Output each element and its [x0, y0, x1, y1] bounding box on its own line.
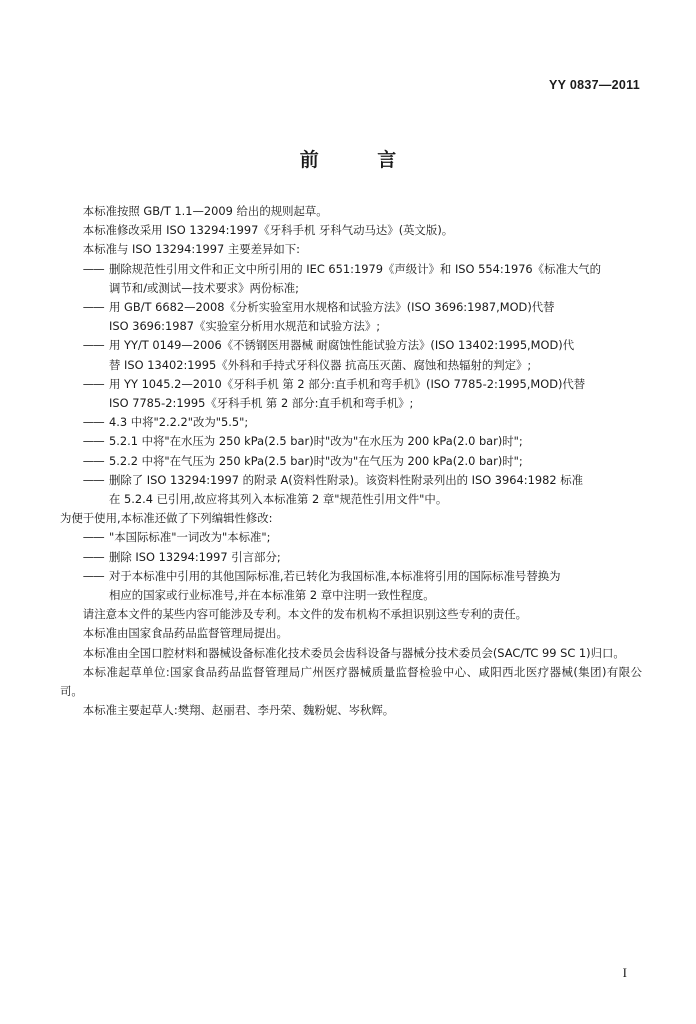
list-dash: —— — [82, 472, 104, 487]
page-title: 前 言 — [299, 149, 423, 171]
document-code: YY 0837—2011 — [549, 78, 640, 92]
paragraph: 请注意本文件的某些内容可能涉及专利。本文件的发布机构不承担识别这些专利的责任。 — [82, 607, 528, 622]
list-item-line: 删除 ISO 13294:1997 引言部分; — [109, 549, 281, 564]
list-dash: —— — [82, 300, 104, 315]
list-item — [60, 298, 642, 336]
list-item-line: ISO 3696:1987《实验室分析用水规范和试验方法》; — [109, 319, 381, 334]
list-item-line: 在 5.2.4 已引用,故应将其列入本标准第 2 章"规范性引用文件"中。 — [109, 492, 448, 507]
list-dash: —— — [82, 376, 104, 391]
list-dash: —— — [82, 261, 104, 276]
list-dash: —— — [82, 453, 104, 468]
list-item-line: "本国际标准"一词改为"本标准"; — [109, 530, 271, 545]
list-item-line: 4.3 中将"2.2.2"改为"5.5"; — [109, 415, 249, 430]
list-item-line: 替 ISO 13402:1995《外科和手持式牙科仪器 抗高压灭菌、腐蚀和热辐射的判定》; — [109, 357, 532, 372]
list-dash: —— — [82, 530, 104, 545]
list-item-line: 删除了 ISO 13294:1997 的附录 A(资料性附录)。该资料性附录列出的 ISO 3964:1982 标准 — [109, 472, 584, 487]
list-item — [60, 471, 642, 509]
list-item — [60, 336, 642, 374]
list-item-line: 对于本标准中引用的其他国际标准,若已转化为我国标准,本标准将引用的国际标准号替换为 — [109, 568, 561, 583]
list-dash: —— — [82, 549, 104, 564]
paragraph: 本标准按照 GB/T 1.1—2009 给出的规则起草。 — [82, 204, 328, 218]
list-item-line: 删除规范性引用文件和正文中所引用的 IEC 651:1979《声级计》和 ISO 554:1976《标准大气的 — [109, 261, 602, 276]
list-item — [60, 260, 642, 298]
list-item — [60, 452, 642, 471]
paragraph: 为便于使用,本标准还做了下列编辑性修改: — [60, 511, 273, 526]
list-item-line: 调节和/或测试—技术要求》两份标准; — [109, 280, 299, 295]
list-item-line: 5.2.1 中将"在水压为 250 kPa(2.5 bar)时"改为"在水压为 200 kPa(2.0 bar)时"; — [109, 434, 523, 449]
list-item-line: 5.2.2 中将"在气压为 250 kPa(2.5 bar)时"改为"在气压为 200 kPa(2.0 bar)时"; — [109, 453, 523, 468]
page-number: I — [622, 965, 627, 980]
list-dash: —— — [82, 434, 104, 449]
list-item — [60, 528, 642, 547]
paragraph: 本标准主要起草人:樊翔、赵丽君、李丹荣、魏粉妮、岑秋辉。 — [82, 703, 395, 718]
list-item-line: ISO 7785-2:1995《牙科手机 第 2 部分:直手机和弯手机》; — [109, 396, 414, 411]
list-item — [60, 567, 642, 605]
document-body — [60, 202, 642, 720]
list-item — [60, 375, 642, 413]
paragraph: 本标准与 ISO 13294:1997 主要差异如下: — [82, 242, 301, 257]
paragraph: 本标准由国家食品药品监督管理局提出。 — [82, 626, 288, 641]
list-dash: —— — [82, 338, 104, 353]
paragraph: 本标准修改采用 ISO 13294:1997《牙科手机 牙科气动马达》(英文版)。 — [82, 223, 454, 238]
list-item-line: 相应的国家或行业标准号,并在本标准第 2 章中注明一致性程度。 — [109, 588, 435, 603]
list-item — [60, 432, 642, 451]
list-item-line: 用 GB/T 6682—2008《分析实验室用水规格和试验方法》(ISO 3696:1987,MOD)代替 — [109, 300, 555, 315]
list-dash: —— — [82, 415, 104, 430]
paragraph: 本标准起草单位:国家食品药品监督管理局广州医疗器械质量监督检验中心、咸阳西北医疗器械(集团)有限公司。 — [60, 664, 642, 699]
list-item — [60, 413, 642, 432]
paragraph: 本标准由全国口腔材料和器械设备标准化技术委员会齿科设备与器械分技术委员会(SAC/TC 99 SC 1)归口。 — [82, 645, 625, 660]
list-item-line: 用 YY/T 0149—2006《不锈钢医用器械 耐腐蚀性能试验方法》(ISO 13402:1995,MOD)代 — [109, 338, 575, 353]
list-item — [60, 548, 642, 567]
list-dash: —— — [82, 568, 104, 583]
list-item-line: 用 YY 1045.2—2010《牙科手机 第 2 部分:直手机和弯手机》(ISO 7785-2:1995,MOD)代替 — [109, 376, 586, 391]
